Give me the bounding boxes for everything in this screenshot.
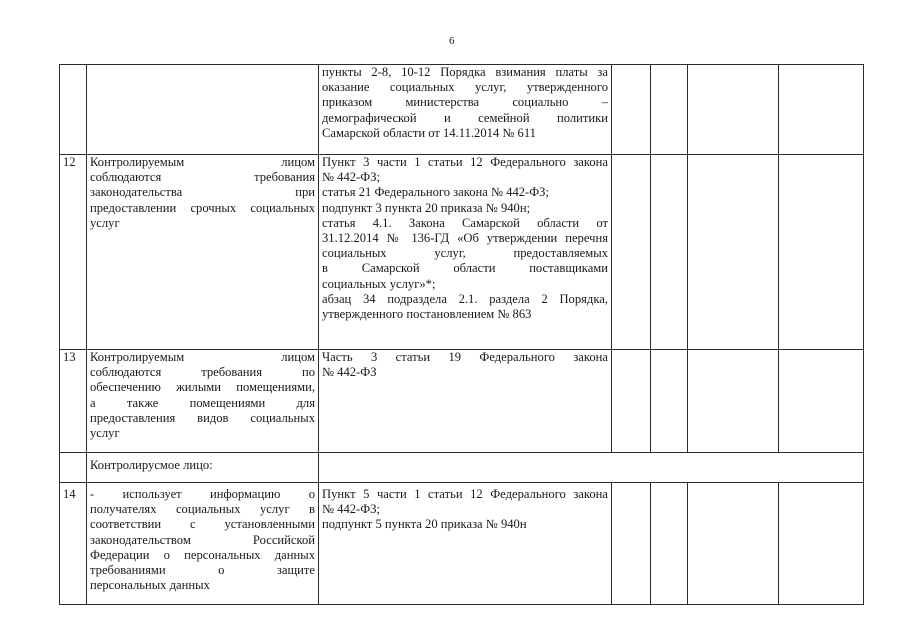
- basis-line: № 442-ФЗ: [322, 365, 377, 380]
- table-row-continuation: [60, 65, 864, 155]
- requirement-line: соответствии с установленными: [90, 517, 315, 532]
- basis-line: № 442-ФЗ;: [322, 502, 381, 517]
- requirement-line: Контролируемым лицом: [90, 155, 315, 169]
- table-row-section-header: [60, 453, 864, 483]
- requirement-line: - использует информацию о: [90, 487, 315, 501]
- requirement-line: услуг: [90, 426, 120, 441]
- empty-cell: [688, 155, 779, 350]
- basis-line: 31.12.2014 № 136-ГД «Об утверждении перечня: [322, 231, 608, 246]
- table-row-13: [60, 350, 864, 453]
- row-number: 12: [60, 155, 87, 350]
- basis-line: статья 21 Федерального закона № 442-ФЗ;: [322, 185, 549, 200]
- basis-line: оказание социальных услуг, утвержденного: [322, 80, 608, 95]
- requirement-line: предоставления видов социальных: [90, 410, 315, 425]
- legal-basis-cell: [319, 155, 612, 350]
- empty-cell: [688, 350, 779, 453]
- basis-line: абзац 34 подраздела 2.1. раздела 2 Порядка,: [322, 291, 608, 306]
- requirement-line: соблюдаются требования по: [90, 365, 315, 380]
- basis-line: утвержденного постановлением № 863: [322, 307, 532, 322]
- basis-line: Часть 3 статьи 19 Федерального закона: [322, 350, 608, 364]
- row-number: [60, 453, 87, 483]
- requirement-line: предоставлении срочных социальных: [90, 200, 315, 215]
- table-row-12: [60, 155, 864, 350]
- basis-line: подпункт 3 пункта 20 приказа № 940н;: [322, 200, 531, 215]
- requirement-cell: [87, 350, 319, 453]
- legal-basis-cell: [319, 350, 612, 453]
- empty-cell: [651, 350, 688, 453]
- requirement-line: получателях социальных услуг в: [90, 502, 315, 517]
- requirement-cell: [87, 65, 319, 155]
- basis-line: социальных услуг, предоставляемых: [322, 246, 608, 261]
- empty-cell: [612, 350, 651, 453]
- requirement-line: соблюдаются требования: [90, 170, 315, 185]
- row-number: 14: [60, 483, 87, 605]
- empty-cell: [651, 155, 688, 350]
- empty-cell: [779, 350, 864, 453]
- requirement-line: требованиями о защите: [90, 563, 315, 578]
- empty-cell: [779, 155, 864, 350]
- basis-line: подпункт 5 пункта 20 приказа № 940н: [322, 517, 527, 532]
- basis-line: Пункт 5 части 1 статьи 12 Федерального закона: [322, 487, 608, 501]
- empty-cell: [612, 65, 651, 155]
- basis-line: статья 4.1. Закона Самарской области от: [322, 215, 608, 230]
- basis-line: № 442-ФЗ;: [322, 170, 381, 185]
- empty-cell: [779, 483, 864, 605]
- empty-cell: [612, 483, 651, 605]
- requirement-line: Контролируемым лицом: [90, 350, 315, 364]
- empty-cell: [612, 155, 651, 350]
- empty-cell: [688, 483, 779, 605]
- requirement-cell: [87, 155, 319, 350]
- basis-line: в Самарской области поставщиками: [322, 261, 608, 276]
- row-number: 13: [60, 350, 87, 453]
- merged-empty-cell: [319, 453, 864, 483]
- requirement-line: законодательством Российской: [90, 532, 315, 547]
- basis-line: демографической и семейной политики: [322, 110, 608, 125]
- requirement-line: услуг: [90, 215, 120, 230]
- basis-line: социальных услуг»*;: [322, 276, 436, 291]
- requirement-line: законодательства при: [90, 185, 315, 200]
- requirement-line: персональных данных: [90, 578, 210, 593]
- empty-cell: [688, 65, 779, 155]
- section-header-text: Контролирусмое лицо:: [90, 458, 213, 472]
- basis-line: пункты 2-8, 10-12 Порядка взимания платы за: [322, 65, 608, 79]
- row-number: [60, 65, 87, 155]
- requirement-line: обеспечению жилыми помещениями,: [90, 380, 315, 395]
- requirement-line: Федерации о персональных данных: [90, 547, 315, 562]
- page-number: 6: [449, 35, 455, 47]
- checklist-table: [59, 64, 864, 605]
- section-header-cell: [87, 453, 319, 483]
- legal-basis-cell: [319, 483, 612, 605]
- requirement-cell: [87, 483, 319, 605]
- basis-line: приказом министерства социально –: [322, 95, 608, 110]
- empty-cell: [779, 65, 864, 155]
- legal-basis-cell: [319, 65, 612, 155]
- table-row-14: [60, 483, 864, 605]
- basis-line: Самарской области от 14.11.2014 № 611: [322, 125, 536, 140]
- basis-line: Пункт 3 части 1 статьи 12 Федерального закона: [322, 155, 608, 169]
- requirement-line: а также помещениями для: [90, 395, 315, 410]
- empty-cell: [651, 483, 688, 605]
- empty-cell: [651, 65, 688, 155]
